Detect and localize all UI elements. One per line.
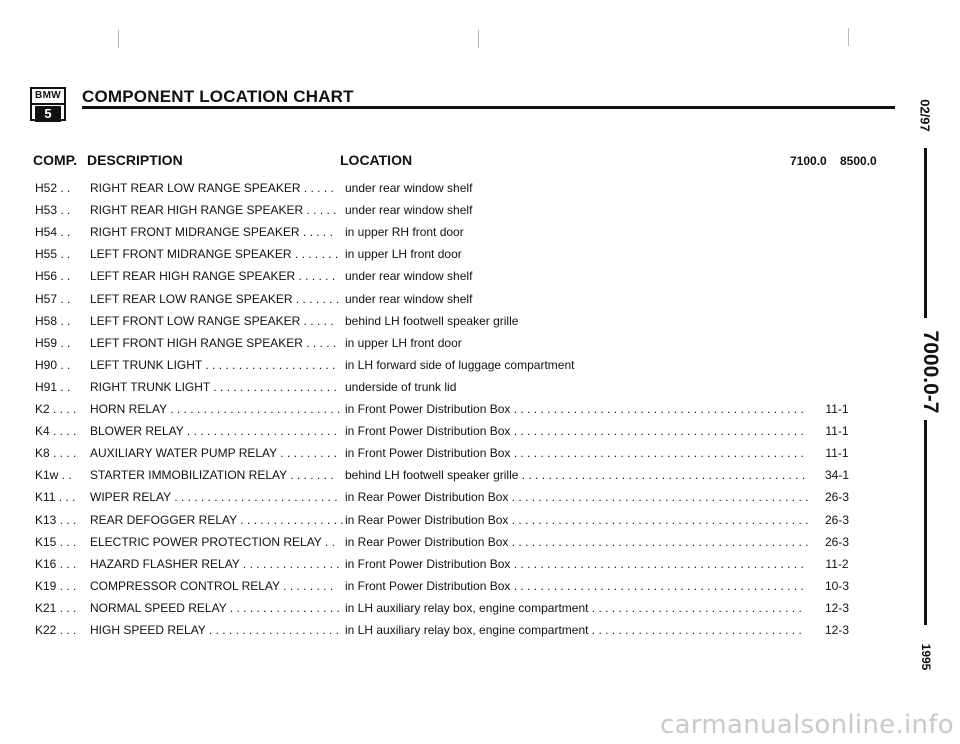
component-description: AUXILIARY WATER PUMP RELAY . . . . . . . . . <box>90 446 337 461</box>
table-row <box>0 311 900 331</box>
component-code: K11 . . . <box>35 490 76 505</box>
column-header-ref-a: 7100.0 <box>790 154 827 168</box>
reference-number: 26-3 <box>824 534 850 549</box>
table-row <box>0 178 900 198</box>
table-row <box>0 421 900 441</box>
component-location: under rear window shelf <box>345 291 473 306</box>
side-year: 1995 <box>919 643 933 671</box>
component-location: in Front Power Distribution Box . . . . . . . . . . . . . . . . . . . . . . . . . . . . . . . . . . . . . . . . . . . . <box>345 556 804 571</box>
component-description: LEFT REAR LOW RANGE SPEAKER . . . . . . . <box>90 291 340 306</box>
component-location: in upper LH front door <box>345 335 462 350</box>
table-row <box>0 532 900 552</box>
component-description: HORN RELAY . . . . . . . . . . . . . . . . . . . . . . . . . . <box>90 402 341 416</box>
component-description: HAZARD FLASHER RELAY . . . . . . . . . . . . . . . <box>90 556 340 571</box>
table-row <box>0 510 900 530</box>
table-row <box>0 554 900 574</box>
logo-bottom-text: 5 <box>35 106 61 122</box>
component-location: under rear window shelf <box>345 269 473 284</box>
logo-top-text: BMW <box>32 89 64 105</box>
component-description: COMPRESSOR CONTROL RELAY . . . . . . . . <box>90 578 334 593</box>
component-code: K22 . . . <box>35 623 77 637</box>
scan-mark <box>848 28 850 46</box>
component-code: H54 . . <box>35 225 71 240</box>
component-code: H59 . . <box>35 335 71 350</box>
component-location: in Rear Power Distribution Box . . . . . . . . . . . . . . . . . . . . . . . . . . . . . . . . . . . . . . . . . . . . . <box>345 512 809 527</box>
component-code: K13 . . . <box>35 512 77 527</box>
column-header-location: LOCATION <box>340 152 413 168</box>
table-row <box>0 266 900 286</box>
component-code: K1w . . <box>35 468 72 483</box>
table-row <box>0 222 900 242</box>
reference-number: 11-1 <box>825 446 849 461</box>
component-description: WIPER RELAY . . . . . . . . . . . . . . . . . . . . . . . . . <box>90 490 338 505</box>
component-code: K21 . . . <box>35 600 77 615</box>
component-location: in Rear Power Distribution Box . . . . . . . . . . . . . . . . . . . . . . . . . . . . . . . . . . . . . . . . . . . . . <box>345 534 809 549</box>
table-row <box>0 399 900 419</box>
table-row <box>0 465 900 485</box>
component-description: HIGH SPEED RELAY . . . . . . . . . . . . . . . . . . . . <box>90 623 339 637</box>
title-rule <box>82 106 895 109</box>
table-row <box>0 443 900 463</box>
reference-number: 10-3 <box>824 578 850 593</box>
column-header-ref-b: 8500.0 <box>840 154 877 168</box>
table-row <box>0 576 900 596</box>
scan-mark <box>478 30 480 48</box>
component-location: in Front Power Distribution Box . . . . . . . . . . . . . . . . . . . . . . . . . . . . . . . . . . . . . . . . . . . . <box>345 402 804 416</box>
component-description: STARTER IMMOBILIZATION RELAY . . . . . . . <box>90 468 334 483</box>
reference-number: 11-2 <box>825 556 849 571</box>
component-description: RIGHT FRONT MIDRANGE SPEAKER . . . . . <box>90 225 333 240</box>
table-row <box>0 244 900 264</box>
component-code: H55 . . <box>35 247 71 262</box>
component-code: K8 . . . . <box>35 446 77 461</box>
table-row <box>0 487 900 507</box>
component-location: in Front Power Distribution Box . . . . . . . . . . . . . . . . . . . . . . . . . . . . . . . . . . . . . . . . . . . . <box>345 424 804 439</box>
component-location: in Rear Power Distribution Box . . . . . . . . . . . . . . . . . . . . . . . . . . . . . . . . . . . . . . . . . . . . . <box>345 490 809 505</box>
watermark: carmanualsonline.info <box>659 710 954 740</box>
component-code: H57 . . <box>35 291 71 306</box>
component-code: H90 . . <box>35 357 71 372</box>
component-description: BLOWER RELAY . . . . . . . . . . . . . . . . . . . . . . . <box>90 424 337 439</box>
reference-number: 26-3 <box>824 512 850 527</box>
component-description: LEFT FRONT LOW RANGE SPEAKER . . . . . <box>90 313 334 328</box>
component-description: REAR DEFOGGER RELAY . . . . . . . . . . . . . . . . <box>90 512 344 527</box>
component-code: K2 . . . . <box>35 402 77 416</box>
component-location: in LH auxiliary relay box, engine compartment . . . . . . . . . . . . . . . . . . . . . . . . . . . . . . . . <box>345 623 802 637</box>
reference-number: 12-3 <box>824 623 850 637</box>
component-location: in upper RH front door <box>345 225 464 240</box>
component-code: K19 . . . <box>35 578 77 593</box>
component-location: under rear window shelf <box>345 203 473 218</box>
scan-mark <box>118 30 120 48</box>
table-row <box>0 598 900 618</box>
component-location: in Front Power Distribution Box . . . . . . . . . . . . . . . . . . . . . . . . . . . . . . . . . . . . . . . . . . . . <box>345 446 804 461</box>
component-location: in upper LH front door <box>345 247 462 262</box>
component-description: RIGHT TRUNK LIGHT . . . . . . . . . . . . . . . . . . . <box>90 379 337 394</box>
component-code: K16 . . . <box>35 556 77 571</box>
component-description: LEFT REAR HIGH RANGE SPEAKER . . . . . . <box>90 269 336 284</box>
component-location: behind LH footwell speaker grille . . . . . . . . . . . . . . . . . . . . . . . . . . . . . . . . . . . . . . . . . . . <box>345 468 806 483</box>
table-row <box>0 620 900 640</box>
component-location: underside of trunk lid <box>345 379 457 394</box>
component-location: behind LH footwell speaker grille <box>345 313 519 328</box>
component-code: H56 . . <box>35 269 71 284</box>
table-row <box>0 355 900 375</box>
reference-number: 12-3 <box>824 600 850 615</box>
bmw-5-logo <box>30 87 66 121</box>
side-page-number: 7000.0-7 <box>919 330 942 414</box>
side-date: 02/97 <box>917 99 933 132</box>
component-description: RIGHT REAR HIGH RANGE SPEAKER . . . . . <box>90 203 337 218</box>
side-rule <box>924 420 927 625</box>
component-description: RIGHT REAR LOW RANGE SPEAKER . . . . . <box>90 181 334 195</box>
component-location: in Front Power Distribution Box . . . . . . . . . . . . . . . . . . . . . . . . . . . . . . . . . . . . . . . . . . . . <box>345 578 804 593</box>
component-description: LEFT FRONT HIGH RANGE SPEAKER . . . . . <box>90 335 337 350</box>
table-row <box>0 377 900 397</box>
component-code: H53 . . <box>35 203 71 218</box>
table-row <box>0 200 900 220</box>
reference-number: 11-1 <box>825 424 849 439</box>
component-description: LEFT FRONT MIDRANGE SPEAKER . . . . . . . <box>90 247 339 262</box>
component-description: LEFT TRUNK LIGHT . . . . . . . . . . . . . . . . . . . . <box>90 357 336 372</box>
component-description: NORMAL SPEED RELAY . . . . . . . . . . . . . . . . . <box>90 600 340 615</box>
component-code: H52 . . <box>35 181 71 195</box>
table-row <box>0 333 900 353</box>
reference-number: 34-1 <box>824 468 850 483</box>
reference-number: 26-3 <box>824 490 850 505</box>
column-header-comp: COMP. <box>33 152 78 168</box>
component-location: under rear window shelf <box>345 181 473 195</box>
table-row <box>0 289 900 309</box>
component-location: in LH auxiliary relay box, engine compartment . . . . . . . . . . . . . . . . . . . . . . . . . . . . . . . . <box>345 600 802 615</box>
component-code: H58 . . <box>35 313 71 328</box>
component-code: K15 . . . <box>35 534 77 549</box>
component-description: ELECTRIC POWER PROTECTION RELAY . . <box>90 534 335 549</box>
reference-number: 11-1 <box>825 402 849 416</box>
side-rule <box>924 148 927 318</box>
component-code: K4 . . . . <box>35 424 77 439</box>
column-header-description: DESCRIPTION <box>87 152 183 168</box>
component-location: in LH forward side of luggage compartment <box>345 357 575 372</box>
component-code: H91 . . <box>35 379 71 394</box>
page-title: COMPONENT LOCATION CHART <box>82 87 354 106</box>
